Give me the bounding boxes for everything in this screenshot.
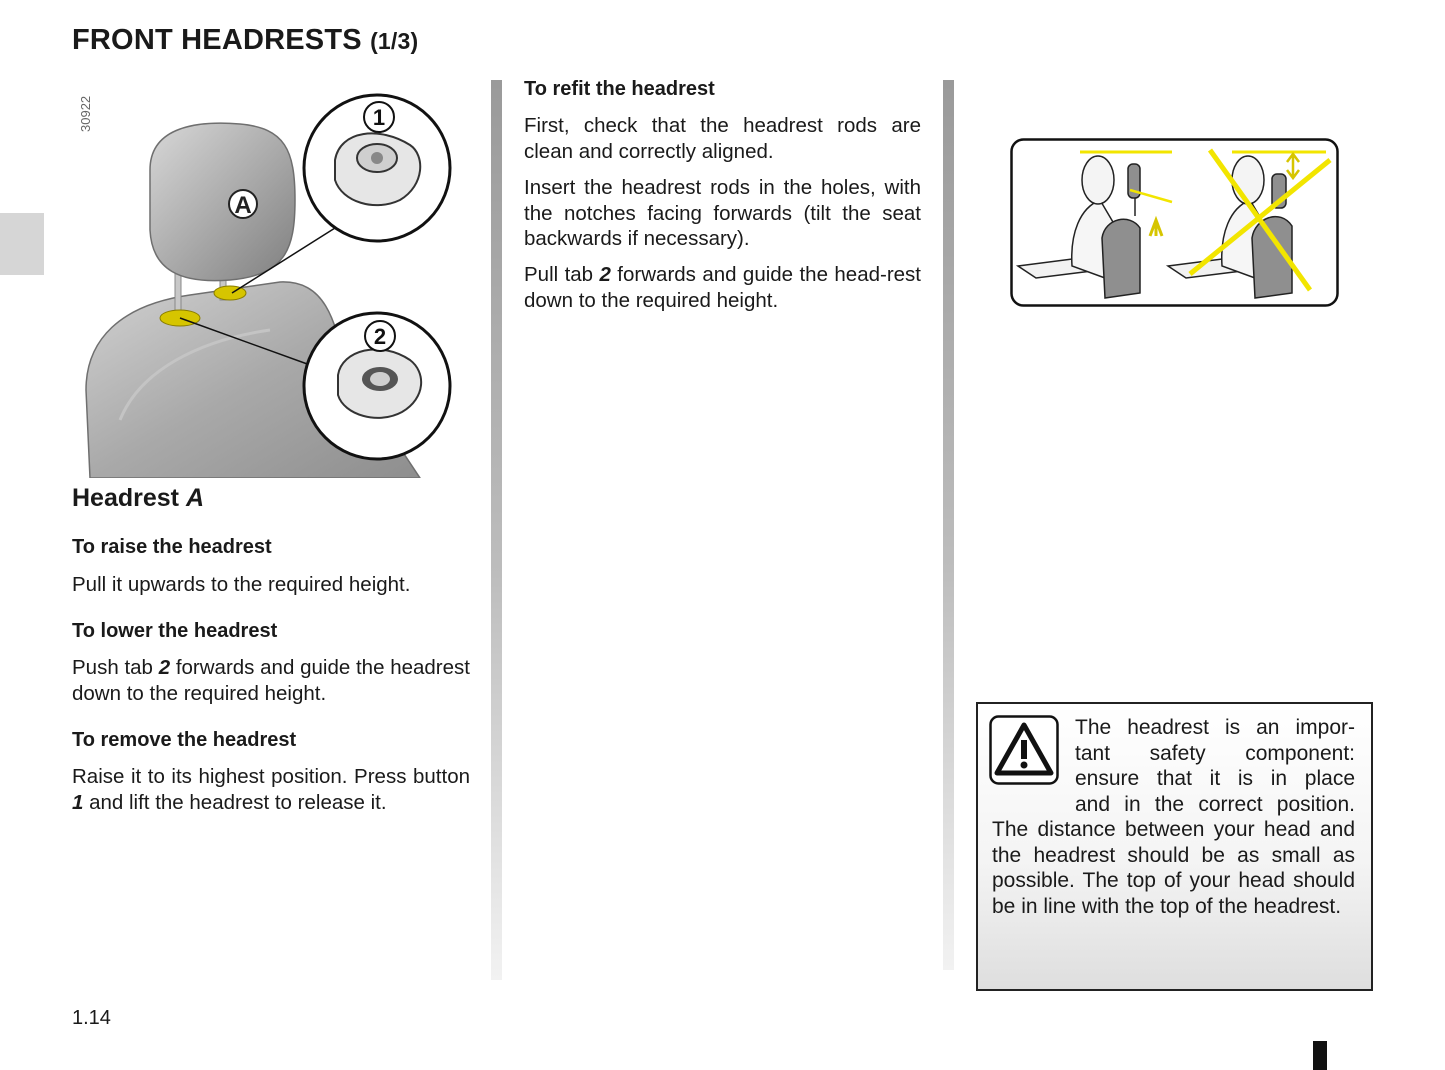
- lower-title: To lower the headrest: [72, 620, 278, 642]
- column-rule-left: [491, 80, 502, 980]
- callout-2: 2: [373, 324, 387, 349]
- ref-button-1: 1: [72, 790, 84, 814]
- remove-text: Raise it to its highest position. Press button 1 and lift the headrest to release it.: [72, 765, 470, 814]
- callout-1: 1: [372, 105, 386, 130]
- page-title: FRONT HEADRESTS (1/3): [72, 24, 419, 56]
- warning-icon: [989, 715, 1059, 785]
- thumb-index-bar: [1313, 1041, 1327, 1070]
- section-tab: [0, 213, 44, 275]
- raise-title: To raise the headrest: [72, 536, 272, 558]
- ref-tab-2-refit: 2: [599, 263, 611, 286]
- refit-para-3: Pull tab 2 forwards and guide the head-rest down to the required height.: [524, 263, 921, 312]
- refit-title: To refit the headrest: [524, 78, 715, 100]
- headrest-heading-ref: A: [185, 484, 205, 512]
- figure-code: 30922: [78, 95, 93, 132]
- headrest-a: [150, 123, 295, 280]
- column-rule-right: [943, 80, 954, 970]
- ref-tab-2: 2: [158, 656, 171, 679]
- headrest-illustration: [80, 90, 480, 478]
- page-title-part: (1/3): [370, 28, 419, 54]
- headrest-heading: Headrest A: [72, 484, 205, 512]
- warning-text-rest: The distance between your head and the headrest should be as small as possible. The top of your head should be in line with the top of the headrest.: [992, 818, 1355, 918]
- refit-para-2: Insert the headrest rods in the holes, with the notches facing forwards (tilt the seat backwards if necessary).: [524, 176, 921, 250]
- refit-para-1: First, check that the headrest rods are clean and correctly aligned.: [524, 114, 921, 163]
- guide-button-1: [214, 286, 246, 300]
- remove-title: To remove the headrest: [72, 729, 297, 751]
- head-position-illustration: [1010, 138, 1340, 308]
- lower-text: Push tab 2 forwards and guide the headrest down to the required height.: [72, 656, 470, 705]
- warning-text-lines: The headrest is an impor- tant safety component: ensure that it is in place and in the correct position.: [1075, 716, 1355, 816]
- raise-text: Pull it upwards to the required height.: [72, 573, 411, 596]
- label-a: A: [234, 192, 252, 219]
- page-number: 1.14: [72, 1007, 111, 1029]
